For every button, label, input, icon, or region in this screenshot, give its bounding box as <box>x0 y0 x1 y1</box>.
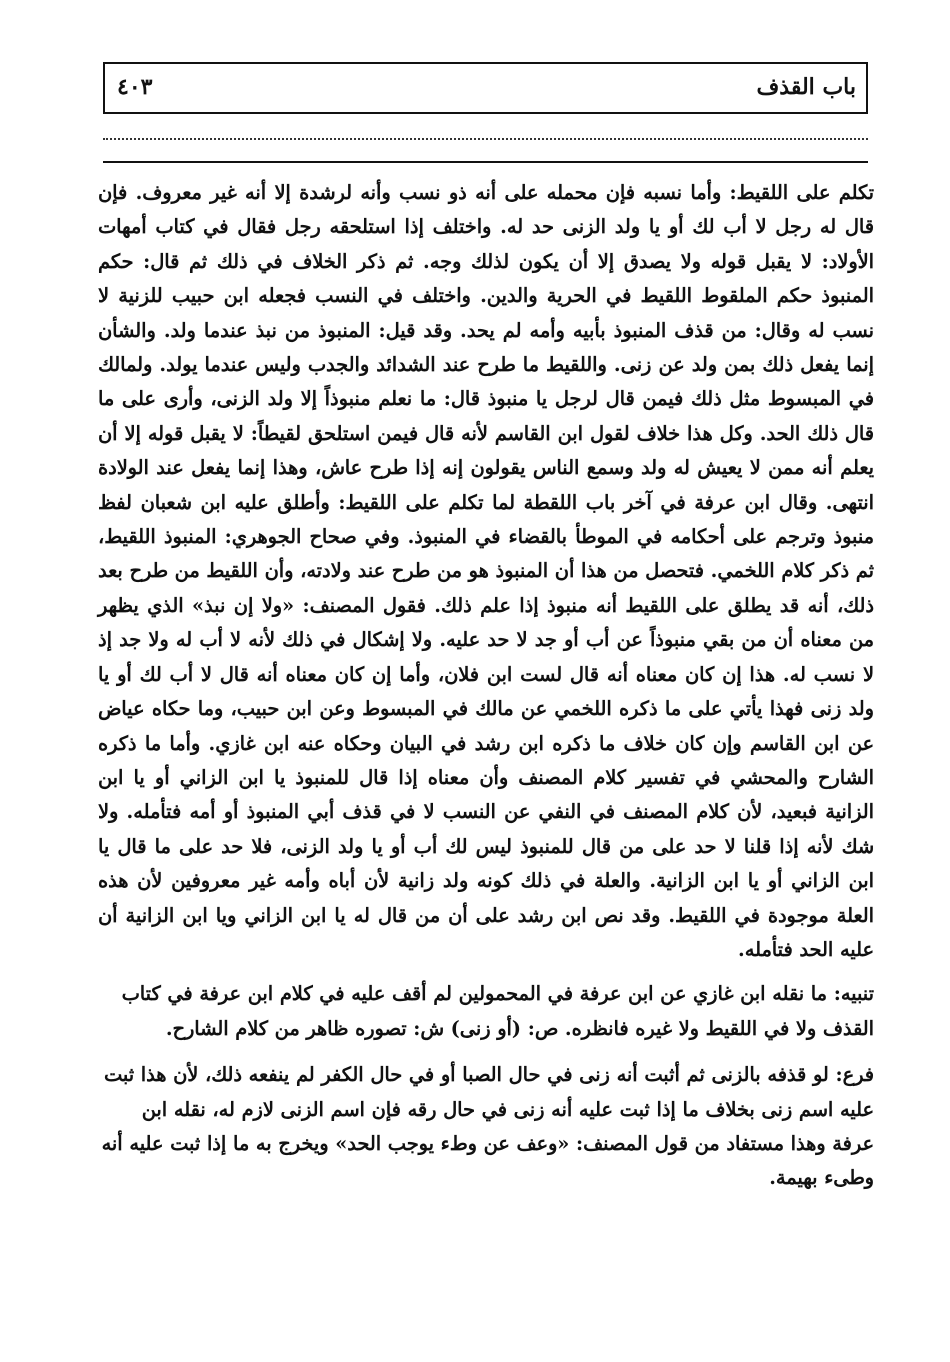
dotted-divider <box>103 128 868 140</box>
page-header <box>103 62 868 114</box>
branch-paragraph: فرع: لو قذفه بالزنى ثم أثبت أنه زنى في حال الصبا أو في حال الكفر لم ينفعه ذلك، لأن هذا ثبت عليه اسم زنى بخلاف ما إذا ثبت عليه أنه زنى في حال رقه فإن اسم الزنى لازم له، نقله ابن عرفة وهذا مستفاد من قول المصنف: «وعف عن وطء يوجب الحد» ويخرج به ما إذا ثبت عليه أنه وطىء بهيمة. <box>101 1063 874 1190</box>
note-paragraph: تنبيه: ما نقله ابن غازي عن ابن عرفة في المحمولين لم أقف عليه في كلام ابن عرفة في كتاب القذف ولا في اللقيط ولا غيره فانظره. ص: (أو زنى) ش: تصوره ظاهر من كلام الشارح. <box>121 982 874 1040</box>
header-rule <box>103 161 868 163</box>
main-paragraph: تكلم على اللقيط: وأما نسبه فإن محمله على أنه ذو نسب وأنه لرشدة إلا أنه غير معروف. فإن قال له رجل لا أب لك أو يا ولد الزنى حد له. واختلف إذا استلحقه رجل فقال في كتاب أمهات الأولاد: لا يقبل قوله ولا يصدق إلا أن يكون لذلك وجه. ثم ذكر الخلاف في ذلك ثم قال: حكم المنبوذ حكم الملقوط اللقيط في الحرية والدين. واختلف في النسب فجعله ابن حبيب للزنية لا نسب له وقال: من قذف المنبوذ بأبيه وأمه لم يحد. وقد قيل: المنبوذ من نبذ عندما ولد. والشأن إنما يفعل ذلك بمن ولد عن زنى. واللقيط ما طرح عند الشدائد والجدب وليس عندما يولد. ولمالك في المبسوط مثل ذلك فيمن قال لرجل يا منبوذ قال: ما نعلم منبوذاً إلا ولد الزنى، وأرى على ما قال ذلك الحد. وكل هذا خلاف لقول ابن القاسم لأنه قال فيمن استلحق لقيطاً: لا يقبل قوله إلا أن يعلم أنه ممن لا يعيش له ولد وسمع الناس يقولون إنه إذا طرح عاش، وهذا إنما يفعل عند الولادة انتهى. وقال ابن عرفة في آخر باب اللقطة لما تكلم على اللقيط: وأطلق عليه ابن شعبان لفظ منبوذ وترجم على أحكامه في الموطأ بالقضاء في المنبوذ. وفي صحاح الجوهري: المنبوذ اللقيط، ثم ذكر كلام اللخمي. فتحصل من هذا أن المنبوذ هو من طرح عند ولادته، وأن اللقيط من طرح بعد ذلك، أنه قد يطلق على اللقيط أنه منبوذ إذا علم ذلك. فقول المصنف: «ولا إن نبذ» الذي يظهر من معناه أن من بقي منبوذاً عن أب أو جد لا حد عليه. ولا إشكال في ذلك لأنه لا أب له ولا جد إذ لا نسب له. هذا إن كان معناه أنه قال لست ابن فلان، وأما إن كان معناه أنه قال لا أب لك أو يا ولد زنى فهذا يأتي على ما ذكره اللخمي عن مالك في المبسوط وعن ابن حبيب، وما حكاه عياض عن ابن القاسم وإن كان خلاف ما ذكره ابن رشد في البيان وحكاه عنه ابن غازي. وأما ما ذكره الشارح والمحشي في تفسير كلام المصنف وأن معناه إذا قال للمنبوذ يا ابن الزاني أو يا ابن الزانية فبعيد، لأن كلام المصنف في النفي عن النسب لا في قذف أبي المنبوذ أو أمه فتأمله. ولا شك لأنه إذا قلنا لا حد على من قال للمنبوذ ليس لك أب أو يا ولد الزنى، فلا حد على ما قال يا ابن الزاني أو يا ابن الزانية. والعلة في ذلك كونه ولد زانية لأن أباه وأمه غير معروفين لأن هذه العلة موجودة في اللقيط. وقد نص ابن رشد على أن من قال له يا ابن الزاني ويا ابن الزانية أن عليه الحد فتأمله. <box>98 181 874 961</box>
chapter-title: باب القذف <box>756 74 856 100</box>
page-number: ٤٠٣ <box>117 74 153 100</box>
page-body <box>98 176 874 1196</box>
